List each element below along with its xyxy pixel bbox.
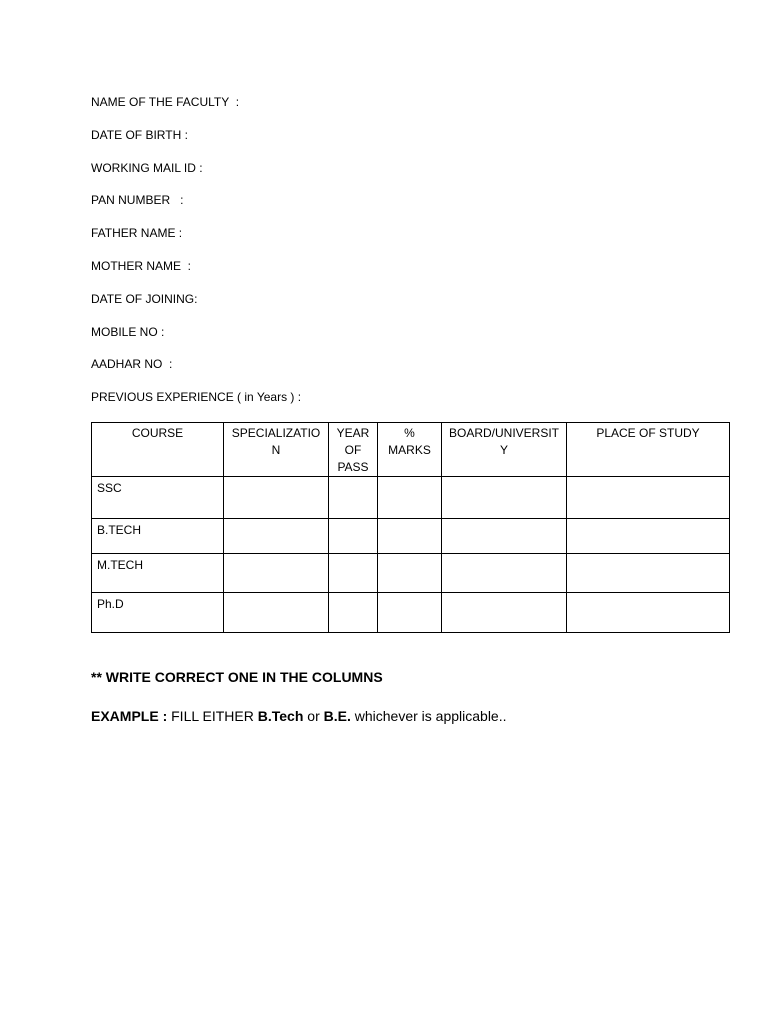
row-course-ssc: SSC <box>92 477 224 519</box>
cell-empty[interactable] <box>329 477 378 519</box>
field-date-of-joining: DATE OF JOINING: <box>91 292 198 306</box>
header-marks: % MARKS <box>378 423 442 477</box>
cell-empty[interactable] <box>442 519 567 554</box>
cell-empty[interactable] <box>567 554 730 593</box>
example-text: or <box>303 708 324 724</box>
cell-empty[interactable] <box>567 477 730 519</box>
cell-empty[interactable] <box>567 593 730 633</box>
example-text: whichever is applicable.. <box>350 708 507 724</box>
field-mother-name: MOTHER NAME : <box>91 259 192 273</box>
row-course-mtech: M.TECH <box>92 554 224 593</box>
cell-empty[interactable] <box>442 554 567 593</box>
cell-empty[interactable] <box>378 554 442 593</box>
table-row <box>92 519 730 554</box>
example-option-be: B.E. <box>323 708 351 724</box>
cell-empty[interactable] <box>329 519 378 554</box>
field-father-name: FATHER NAME : <box>91 226 183 240</box>
field-previous-experience: PREVIOUS EXPERIENCE ( in Years ) : <box>91 390 302 404</box>
cell-empty[interactable] <box>378 477 442 519</box>
table-header-row <box>92 423 730 477</box>
example-line <box>91 707 507 725</box>
header-board-university: BOARD/UNIVERSITY <box>442 423 567 477</box>
row-course-btech: B.TECH <box>92 519 224 554</box>
header-place-of-study: PLACE OF STUDY <box>567 423 730 477</box>
example-label: EXAMPLE : <box>91 708 168 724</box>
cell-empty[interactable] <box>378 593 442 633</box>
field-pan-number: PAN NUMBER : <box>91 193 184 207</box>
field-aadhar-no: AADHAR NO : <box>91 357 173 371</box>
cell-empty[interactable] <box>224 519 329 554</box>
field-mobile-no: MOBILE NO : <box>91 325 165 339</box>
field-faculty-name: NAME OF THE FACULTY : <box>91 95 240 109</box>
example-text: FILL EITHER <box>167 708 258 724</box>
cell-empty[interactable] <box>224 554 329 593</box>
cell-empty[interactable] <box>567 519 730 554</box>
cell-empty[interactable] <box>329 554 378 593</box>
header-year-of-pass: YEAR OF PASS <box>329 423 378 477</box>
row-course-phd: Ph.D <box>92 593 224 633</box>
table-row <box>92 554 730 593</box>
example-option-btech: B.Tech <box>257 708 304 724</box>
table-row <box>92 477 730 519</box>
education-table <box>91 422 730 633</box>
field-date-of-birth: DATE OF BIRTH : <box>91 128 188 142</box>
table-row <box>92 593 730 633</box>
cell-empty[interactable] <box>329 593 378 633</box>
cell-empty[interactable] <box>442 593 567 633</box>
cell-empty[interactable] <box>378 519 442 554</box>
cell-empty[interactable] <box>224 477 329 519</box>
field-working-mail: WORKING MAIL ID : <box>91 161 203 175</box>
instruction-note: ** WRITE CORRECT ONE IN THE COLUMNS <box>91 669 383 685</box>
cell-empty[interactable] <box>224 593 329 633</box>
header-course: COURSE <box>92 423 224 477</box>
cell-empty[interactable] <box>442 477 567 519</box>
header-specialization: SPECIALIZATION <box>224 423 329 477</box>
